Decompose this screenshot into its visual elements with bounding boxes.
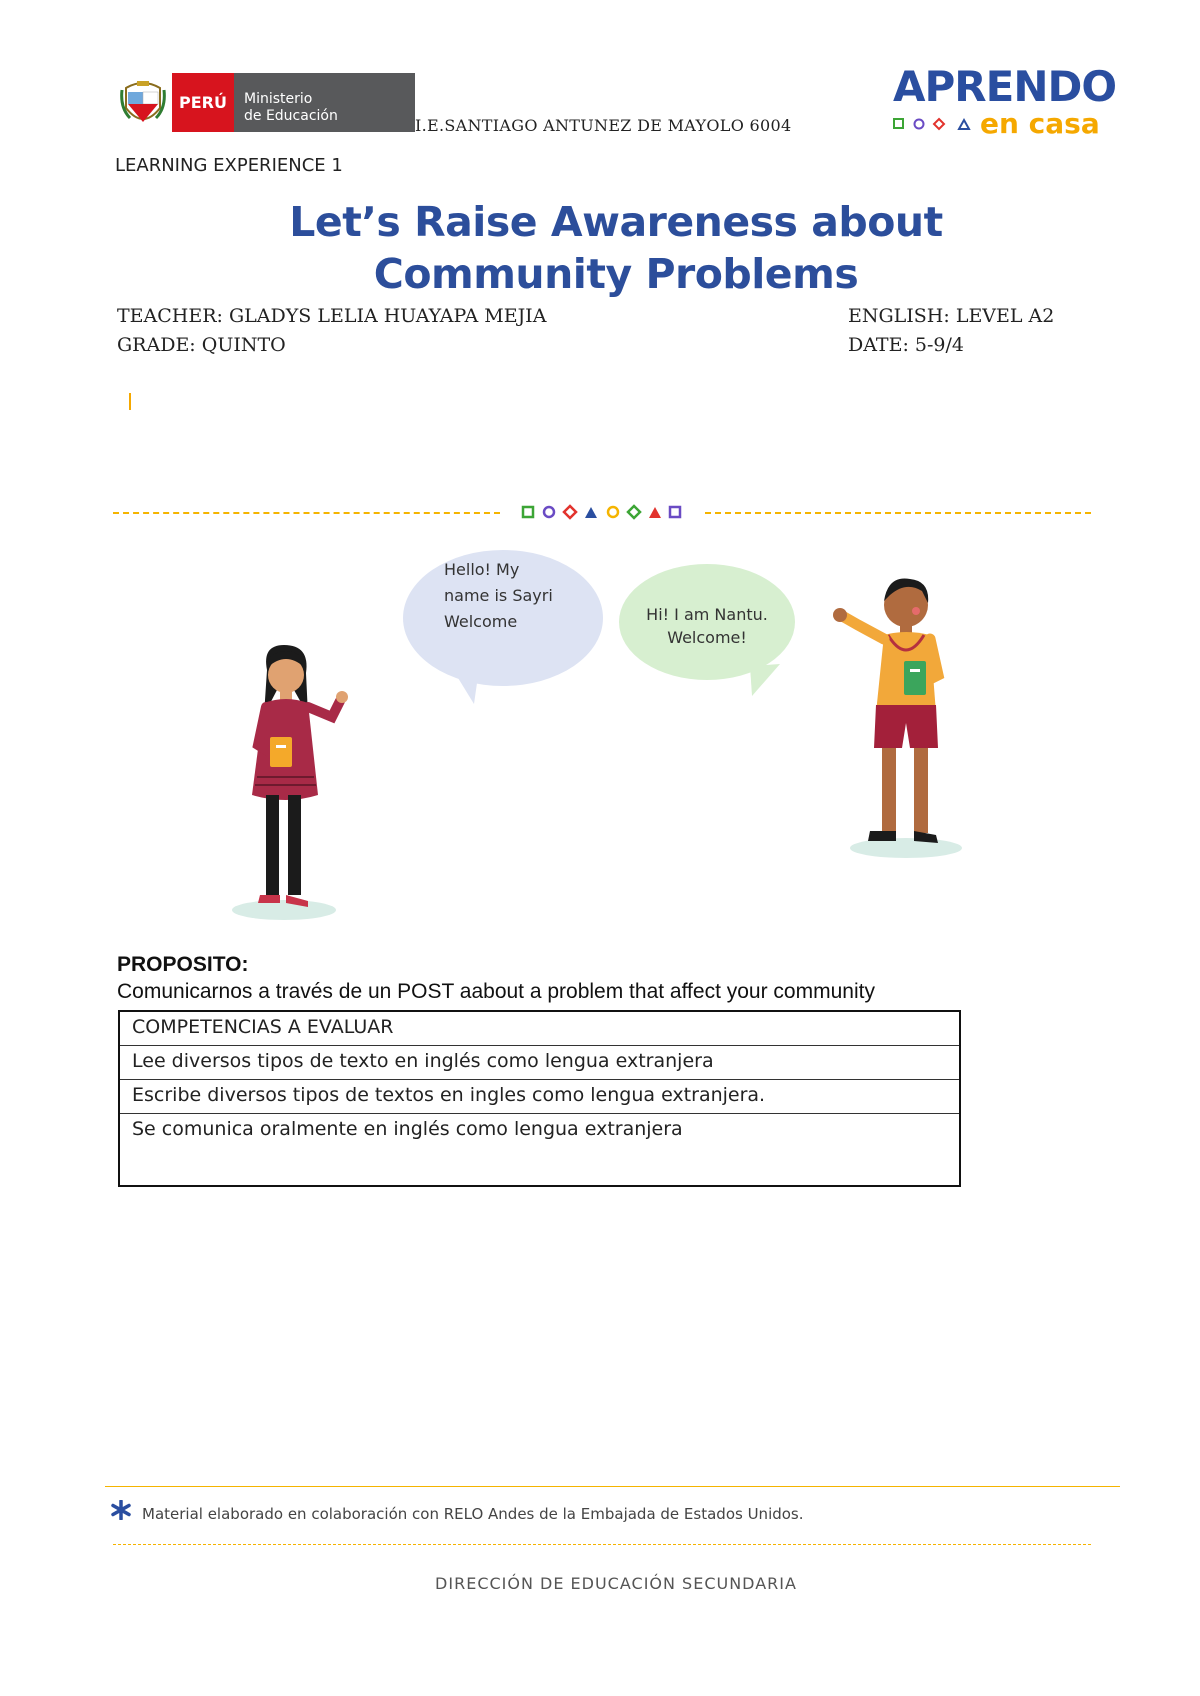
divider-right [705,512,1091,514]
table-header-row [119,1011,960,1046]
girl-character-illustration [222,645,382,925]
table-row [119,1046,960,1080]
teacher-field: TEACHER: GLADYS LELIA HUAYAPA MEJIA [117,305,547,327]
purpose-heading: PROPOSITO: [117,953,249,976]
title-line1: Let’s Raise Awareness about [289,198,943,246]
purpose-text: Comunicarnos a través de un POST aabout a problem that affect your community [117,980,875,1003]
course-field: ENGLISH: LEVEL A2 [848,305,1055,327]
peru-coat-of-arms-icon [120,78,166,130]
table-cell: Se comunica oralmente en inglés como lengua extranjera [119,1114,960,1187]
date-field: DATE: 5-9/4 [848,334,964,356]
collaboration-note: Material elaborado en colaboración con RELO Andes de la Embajada de Estados Unidos. [142,1505,804,1523]
table-cell: Escribe diversos tipos de textos en ingles como lengua extranjera. [119,1080,960,1114]
table-header-cell: COMPETENCIAS A EVALUAR [119,1011,960,1046]
table-row [119,1114,960,1187]
bubble-right-line2: Welcome! [667,628,747,647]
table-cell: Lee diversos tipos de texto en inglés como lengua extranjera [119,1046,960,1080]
competencies-table [118,1010,961,1187]
school-name: I.E.SANTIAGO ANTUNEZ DE MAYOLO 6004 [415,116,792,135]
bubble-right-text [636,603,778,649]
logo-shapes-icon [892,117,977,131]
title-line2: Community Problems [373,250,859,298]
footer-dashed-divider [113,1544,1091,1545]
footer-divider [105,1486,1120,1487]
bubble-left-line3: Welcome [444,612,518,631]
aprendo-logo-subtitle: en casa [980,107,1100,140]
ministry-line1: Ministerio [244,91,313,107]
ministry-brand-block [234,73,415,132]
peru-brand-block: PERÚ [172,73,234,132]
boy-character-illustration [818,573,976,863]
text-cursor-mark [129,393,131,410]
page-title [0,196,1200,300]
bubble-left-line1: Hello! My [444,560,520,579]
divider-shapes-icon [520,503,685,521]
bubble-left-line2: name is Sayri [444,586,553,605]
divider-left [113,512,500,514]
table-row [119,1080,960,1114]
department-label: DIRECCIÓN DE EDUCACIÓN SECUNDARIA [435,1574,797,1593]
bubble-right-line1: Hi! I am Nantu. [646,605,768,624]
experience-label: LEARNING EXPERIENCE 1 [115,155,343,176]
grade-field: GRADE: QUINTO [117,334,286,356]
bubble-left-text [444,557,553,635]
aprendo-logo-title: APRENDO [893,62,1117,111]
ministry-line2: de Educación [244,108,338,124]
asterisk-icon [111,1500,131,1520]
